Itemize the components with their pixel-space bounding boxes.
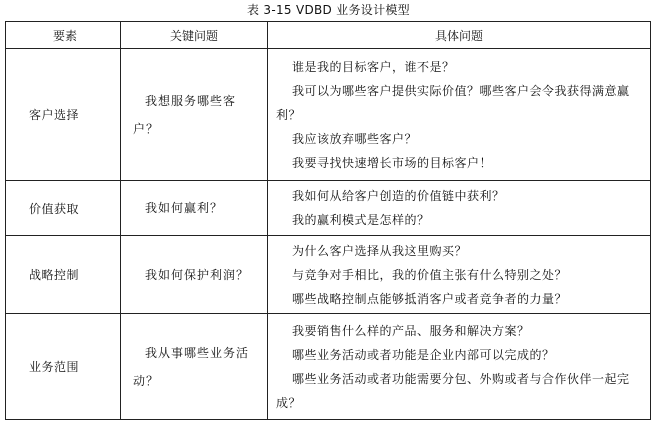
details-cell xyxy=(268,49,651,181)
key-question-cell xyxy=(121,181,268,236)
detail-line: 我如何从给客户创造的价值链中获利？ xyxy=(292,189,505,203)
header-details: 具体问题 xyxy=(268,22,651,49)
business-design-model-table xyxy=(5,21,651,420)
key-question-cell xyxy=(121,314,268,420)
detail-line: 与竞争对手相比，我的价值主张有什么特别之处？ xyxy=(292,267,568,282)
details-cell xyxy=(268,314,651,420)
key-question-text: 我从事哪些业务活动？ xyxy=(133,345,250,388)
detail-line: 我要销售什么样的产品、服务和解决方案？ xyxy=(292,323,530,338)
header-row xyxy=(6,22,651,49)
detail-line: 哪些业务活动或者功能是企业内部可以完成的？ xyxy=(292,347,555,362)
element-cell: 价值获取 xyxy=(6,181,121,236)
key-question-text: 我如何赢利？ xyxy=(145,201,224,215)
table-row xyxy=(6,314,651,420)
element-cell: 业务范围 xyxy=(6,314,121,420)
table-row xyxy=(6,181,651,236)
detail-line: 我要寻找快速增长市场的目标客户！ xyxy=(292,155,493,170)
detail-line: 我的赢利模式是怎样的？ xyxy=(292,213,430,227)
key-question-cell xyxy=(121,49,268,181)
element-cell: 战略控制 xyxy=(6,236,121,314)
details-cell xyxy=(268,236,651,314)
header-element: 要素 xyxy=(6,22,121,49)
detail-line: 我应该放弃哪些客户？ xyxy=(292,131,418,146)
header-key-question: 关键问题 xyxy=(121,22,268,49)
detail-line: 哪些业务活动或者功能需要分包、外购或者与合作伙伴一起完成？ xyxy=(276,371,630,410)
table-row xyxy=(6,236,651,314)
detail-line: 哪些战略控制点能够抵消客户或者竞争者的力量？ xyxy=(292,291,568,306)
detail-line: 谁是我的目标客户，谁不是？ xyxy=(292,59,455,74)
detail-line: 为什么客户选择从我这里购买？ xyxy=(292,243,468,258)
detail-line: 我可以为哪些客户提供实际价值？哪些客户会令我获得满意赢利？ xyxy=(276,83,630,122)
element-cell: 客户选择 xyxy=(6,49,121,181)
table-row xyxy=(6,49,651,181)
details-cell xyxy=(268,181,651,236)
key-question-cell xyxy=(121,236,268,314)
table-caption: 表 3-15 VDBD 业务设计模型 xyxy=(246,3,410,17)
key-question-text: 我想服务哪些客户？ xyxy=(133,93,237,136)
key-question-text: 我如何保护利润？ xyxy=(145,267,250,282)
